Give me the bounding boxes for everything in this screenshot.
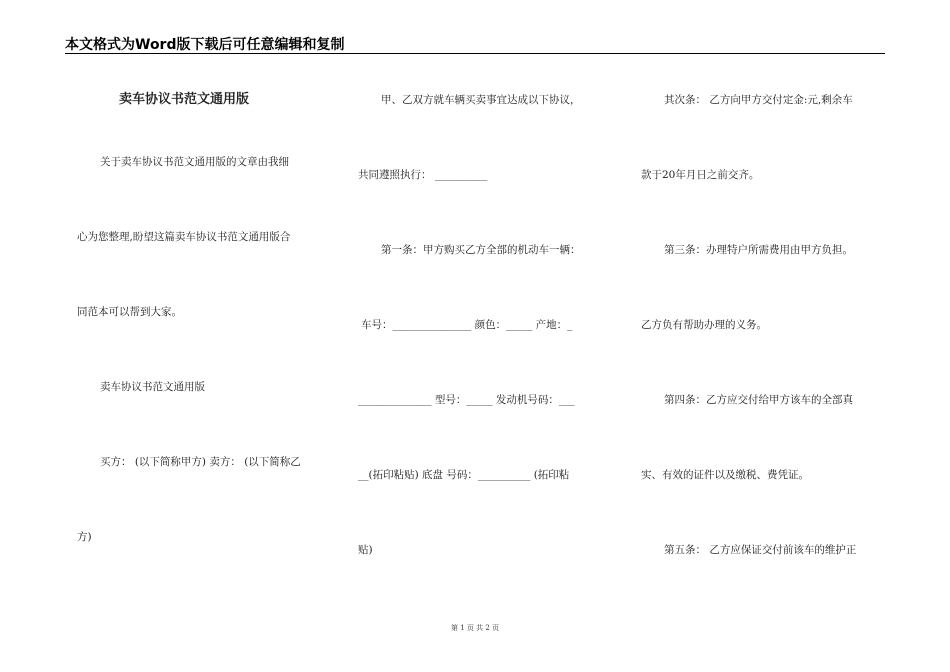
paragraph-line: 款于20年月日之前交齐。 bbox=[641, 169, 760, 181]
paragraph-line: 方) bbox=[77, 531, 92, 543]
paragraph-line: 乙方负有帮助办理的义务。 bbox=[641, 319, 767, 331]
header-divider bbox=[65, 53, 885, 54]
paragraph-line: 心为您整理,盼望这篇卖车协议书范文通用版合 bbox=[77, 231, 291, 243]
paragraph-line: 其次条： 乙方向甲方交付定金:元,剩余车 bbox=[664, 94, 853, 106]
paragraph-line: 车号：_______________ 颜色：_____ 产地：_ bbox=[361, 319, 573, 331]
paragraph-line: ______________ 型号：_____ 发动机号码：___ bbox=[358, 394, 575, 406]
page-header: 本文格式为Word版下载后可任意编辑和复制 bbox=[65, 37, 345, 53]
paragraph-line: __(拓印粘贴) 底盘 号码：__________ (拓印粘 bbox=[358, 469, 570, 481]
paragraph-line: 同范本可以帮到大家。 bbox=[77, 306, 182, 318]
paragraph-line: 关于卖车协议书范文通用版的文章由我细 bbox=[100, 156, 289, 168]
paragraph-line: 共同遵照执行： __________ bbox=[358, 169, 488, 181]
paragraph-line: 甲、乙双方就车辆买卖事宜达成以下协议， bbox=[381, 94, 581, 106]
paragraph-line: 第三条：办理特户所需费用由甲方负担。 bbox=[664, 244, 853, 256]
paragraph-line: 卖车协议书范文通用版 bbox=[100, 381, 205, 393]
paragraph-line: 第四条：乙方应交付给甲方该车的全部真 bbox=[664, 394, 853, 406]
document-title: 卖车协议书范文通用版 bbox=[119, 92, 250, 107]
paragraph-line: 实、有效的证件以及缴税、费凭证。 bbox=[641, 469, 809, 481]
paragraph-line: 买方： (以下简称甲方) 卖方： (以下简称乙 bbox=[100, 456, 301, 468]
page-number: 第 1 页 共 2 页 bbox=[450, 624, 500, 632]
paragraph-line: 第一条：甲方购买乙方全部的机动车一辆： bbox=[381, 244, 581, 256]
paragraph-line: 第五条： 乙方应保证交付前该车的维护正 bbox=[664, 544, 857, 556]
paragraph-line: 贴) bbox=[358, 544, 373, 556]
